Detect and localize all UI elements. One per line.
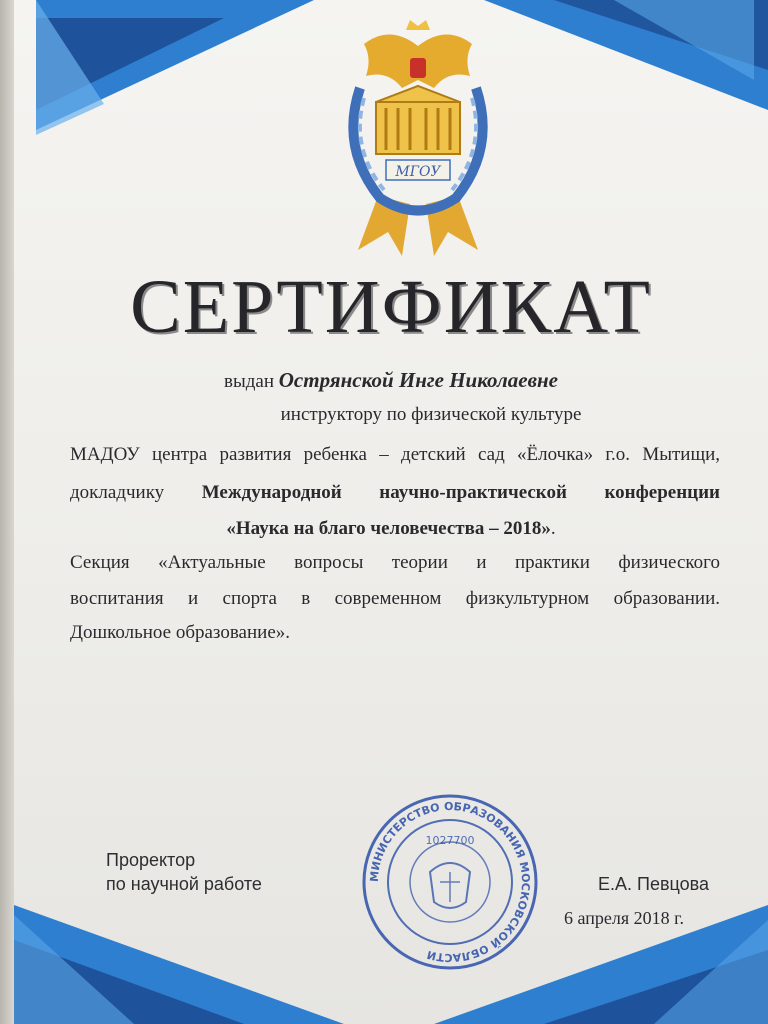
recipient-name: Острянской Инге Николаевне <box>278 368 558 392</box>
certificate-title: СЕРТИФИКАТ <box>130 265 652 349</box>
signer-title-line-1: Проректор <box>106 850 196 870</box>
signer-name: Е.А. Певцова <box>598 874 710 894</box>
emblem-eagle-left-wing <box>364 34 418 88</box>
issued-prefix: выдан <box>224 371 275 392</box>
emblem-shield <box>410 58 426 78</box>
organization-line: МАДОУ центра развития ребенка – детский сад «Ёлочка» г.о. Мытищи, <box>70 444 720 465</box>
emblem-caption: МГОУ <box>395 164 441 180</box>
certificate-sheet <box>14 0 768 1024</box>
role-line <box>70 482 720 504</box>
conference-title-line <box>14 518 768 540</box>
stamp-outer-text: МИНИСТЕРСТВО ОБРАЗОВАНИЯ МОСКОВСКОЙ ОБЛАСТИ <box>367 799 533 965</box>
emblem-building <box>376 102 460 154</box>
conference-name: Международной научно-практической конференции <box>201 482 720 503</box>
conference-title-end: . <box>550 518 556 539</box>
section-line-3: Дошкольное образование». <box>70 622 291 643</box>
official-stamp-icon <box>360 792 540 972</box>
stamp-number: 1027700 <box>425 834 475 847</box>
signer-title-line-2: по научной работе <box>106 874 262 894</box>
page-left-edge <box>0 0 14 1024</box>
section-line-2: воспитания и спорта в современном физкультурном образовании. <box>70 588 720 609</box>
section-line-1: Секция «Актуальные вопросы теории и практики физического <box>70 552 720 573</box>
emblem-eagle-right-wing <box>418 34 472 88</box>
role-prefix: докладчику <box>70 482 165 503</box>
certificate-date: 6 апреля 2018 г. <box>564 908 684 928</box>
university-emblem-icon <box>330 18 506 256</box>
position-line: инструктору по физической культуре <box>280 404 582 425</box>
conference-title: «Наука на благо человечества – 2018» <box>226 518 551 539</box>
recipient-line <box>14 368 768 393</box>
